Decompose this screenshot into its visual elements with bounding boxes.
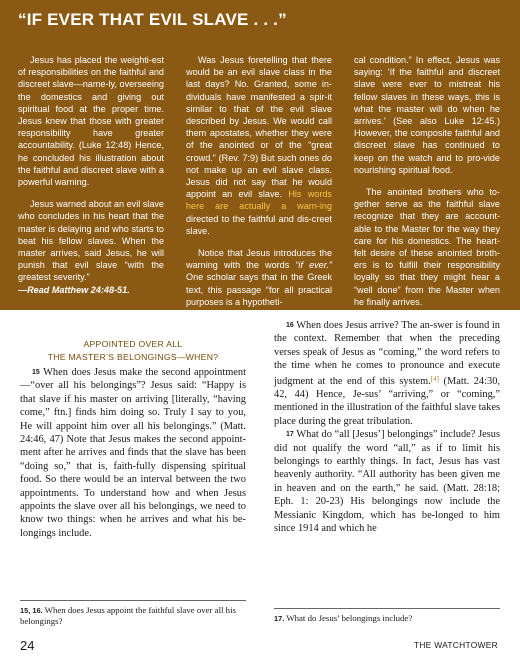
paragraph-17-text: What do “all [Jesus’] belongings” include? Jesus did not qualify the word “all,” as if to limit his belongings to earthly things. In fact, Jesus has vast heavenly authority. “All authority has been given me in heaven and on the earth,” he said. (Matt. 28:18; Eph. 1: 20-23) His belongings now include the Messianic Kingdom, which has be-longed to him since 1914 and which he <box>274 429 501 535</box>
box-col2-text-a: Was Jesus foretelling that there would be an evil slave class in the last days? No. Granted, some in-dividuals have manifested a spir-it similar to that of the evil slave described by Jesus. We would call them apostates, whether they were of the anointed or of the “great crowd.” (Rev. 7:9) But such ones do not make up an evil slave class. Jesus did not say that he would appoint an evil slave. <box>186 55 332 200</box>
main-column-right <box>274 319 500 536</box>
box-column-1 <box>18 54 164 296</box>
box-title: “IF EVER THAT EVIL SLAVE . . .” <box>18 10 287 29</box>
question-number-15-16: 15, 16. <box>20 606 43 615</box>
paragraph-16-text-b: (Matt. 24:30, 42, 44) Hence, Je-sus’ “arriving,” or “coming,” mentioned in the illustration of the faithful slave takes place during the great tribulation. <box>274 375 500 427</box>
subheading <box>20 338 246 364</box>
scripture-reference-link[interactable]: —Read Matthew 24:48-51. <box>18 284 130 295</box>
question-15-16-text: When does Jesus appoint the faithful slave over all his belongings? <box>20 605 236 626</box>
paragraph-number-15: 15 <box>32 369 40 376</box>
subheading-line-2: THE MASTER’S BELONGINGS—WHEN? <box>47 352 219 362</box>
box-column-3 <box>354 54 500 308</box>
question-number-17: 17. <box>274 614 285 623</box>
box-col2-p2-text-a: Notice that Jesus introduces the warning with the words <box>186 248 332 271</box>
paragraph-16 <box>274 319 500 428</box>
paragraph-16-text-a: When does Jesus arrive? The an-swer is found in the context. Remember that when the preceding verses speak of Jesus as “coming,” the word refers to the time when he comes to pronounce and execute judgment at the end of this system. <box>274 320 500 387</box>
study-question-17 <box>274 608 500 624</box>
page-number: 24 <box>20 638 35 653</box>
paragraph-15-text: When does Jesus make the second appointment—“over all his belongings”? Jesus said: “Happy is that slave if his master on arriving [literally, “having come,” ftn.] finds him doing so. Truly I say to you, He will appoint him over all his belongings.” (Matt. 24:46, 47) Note that Jesus makes the second appoint-ment after he arrives and finds that the slave has been “doing so,” that is, faith-fully dispensing spiritual food. So there would be an interval between the two appointments. To understand how and when Jesus appoints the slave over all his belongings, we need to know two things: when he arrives and what his be-longings include. <box>20 367 246 539</box>
box-col2-p2-text-b: One scholar says that in the Greek text, this passage “for all practical purposes is a hypotheti- <box>186 272 332 307</box>
box-col1-paragraph-1: Jesus has placed the weighti-est of responsibilities on the faithful and discreet slave—name-ly, overseeing the domestics and giving out spiritual food at the proper time. Jesus knew that those with greater responsibility have greater accountability. (Luke 12:48) Hence, he concluded his illustration about the faithful and discreet slave with a powerful warning. <box>18 55 164 188</box>
paragraph-15 <box>20 366 246 540</box>
box-col2-p2-emphasis: “if ever.” <box>295 260 332 271</box>
box-col2-paragraph-2 <box>186 247 332 308</box>
footnote-link[interactable]: [4] <box>430 374 439 383</box>
box-column-2 <box>186 54 332 308</box>
box-col1-paragraph-2 <box>18 198 164 296</box>
paragraph-number-16: 16 <box>286 322 294 329</box>
sidebar-box <box>0 0 520 310</box>
box-col3-paragraph-1: cal condition.” In effect, Jesus was saying: ‘If the faithful and discreet slave were ever to mistreat his fellow slaves in these ways, this is what the master will do when he arrives.’ (See also Luke 12:45.) However, the composite faithful and discreet slave has continued to keep on the watch and to pro-vide nourishing spiritual food. <box>354 55 500 175</box>
paragraph-17 <box>274 428 500 535</box>
highlighted-text[interactable]: His words here are actually a warn-ing <box>186 189 332 212</box>
box-col3-paragraph-2: The anointed brothers who to-gether serve as the faithful slave recognize that they are account-able to the Master for the way they care for his domestics. The heart-felt desire of these anointed broth-ers is to fulfill their responsibility loyally so that they might hear a “well done” from the Master when he finally arrives. <box>354 187 500 307</box>
study-question-15-16 <box>20 600 246 627</box>
box-col2-paragraph-1 <box>186 54 332 237</box>
paragraph-number-17: 17 <box>286 431 294 439</box>
main-column-left <box>20 338 246 540</box>
subheading-line-1: APPOINTED OVER ALL <box>83 339 183 349</box>
magazine-name: THE WATCHTOWER <box>413 640 498 650</box>
box-col2-text-b: directed to the faithful and dis-creet slave. <box>186 213 332 236</box>
question-17-text: What do Jesus’ belongings include? <box>286 613 413 623</box>
box-col1-paragraph-2-text: Jesus warned about an evil slave who concludes in his heart that the master is delaying and who starts to beat his fellow slaves. When the master arrives, said Jesus, he will punish that evil slave “with the greatest severity.” <box>18 199 164 283</box>
